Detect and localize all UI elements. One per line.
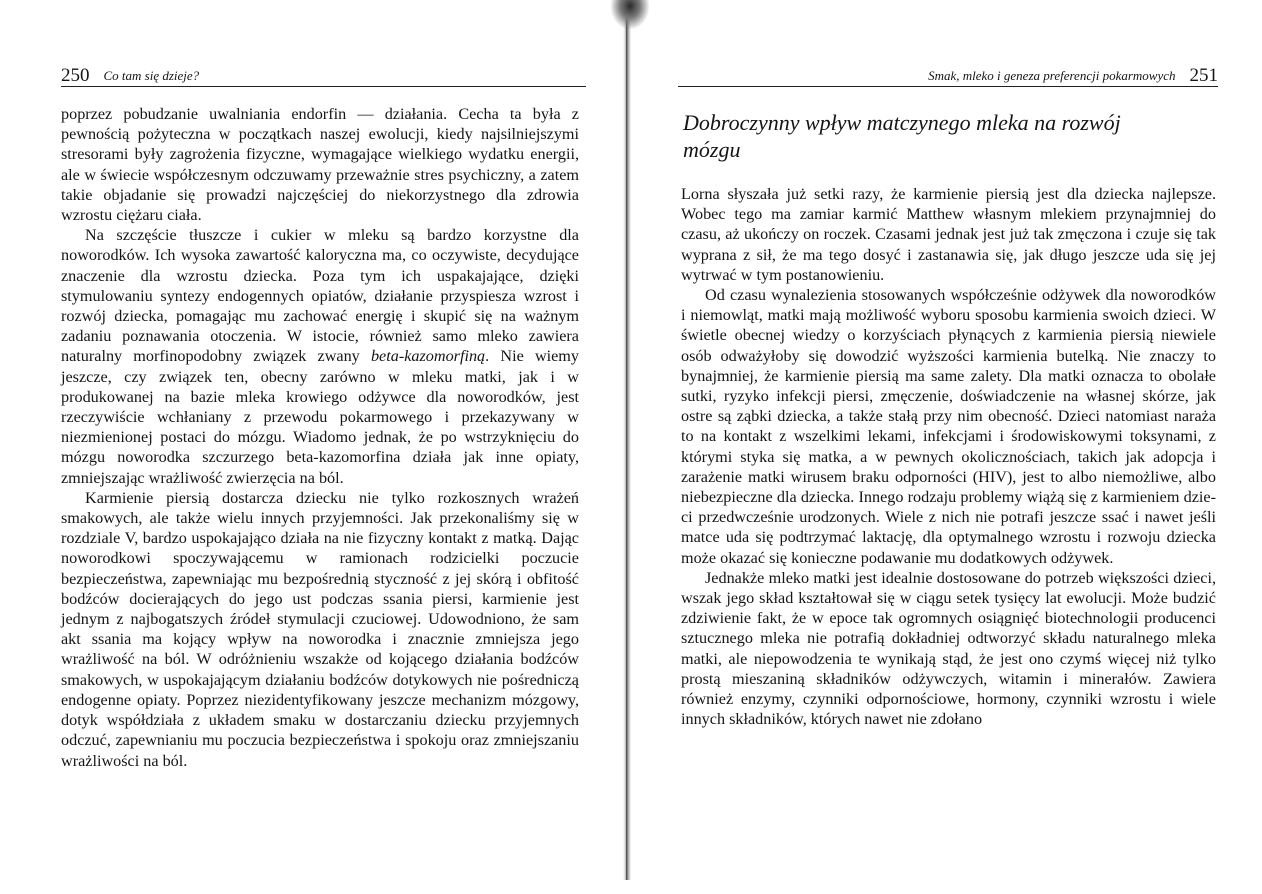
- paragraph: poprzez pobudzanie uwalniania endorfin — działania. Cecha ta była z pewnością pożyteczna w początkach naszej ewolucji, kiedy najsilniejszymi stresorami były zagrożenia fizyczne, wymagające wielkiego wydatku energii, ale w świecie współczesnym odczuwamy przeważnie stres psychiczny, a zatem takie objadanie się prowadzi najczęściej do niekorzystnego dla zdrowia wzrostu ciężaru ciała.: [61, 105, 579, 225]
- right-running-title: Smak, mleko i geneza preferencji pokarmowych: [928, 68, 1176, 83]
- left-running-header: [61, 66, 586, 87]
- left-page-body: [61, 104, 579, 771]
- right-running-header: [678, 66, 1218, 87]
- right-page-number: 251: [1189, 65, 1218, 86]
- section-heading: Dobroczynny wpływ matczynego mleka na rozwój mózgu: [683, 110, 1121, 162]
- paragraph: Od czasu wynalezienia stosowanych współcześnie odżywek dla noworodków i niemowląt, matki mają możliwość wyboru sposobu karmienia swoich dzieci. W świetle obecnej wiedzy o korzyściach płynących z karmienia piersią niewiele osób odważyłoby się dowodzić wyższości karmienia butelką. Nie znaczy to bynajmniej, że karmienie piersią ma same zalety. Dla matki oznacza to obolałe sutki, ryzyko infekcji piersi, zmęczenie, doświadczenie na własnej skórze, jak ostre są ząbki dziecka, a także stałą przy nim obecność. Dzieci natomiast naraża to na kontakt z wszelkimi lekami, infekcjami i środowiskowymi toksynami, z którymi styka się matka, a w pewnych okolicznościach, takich jak adopcja i zarażenie matki wirusem braku odporności (HIV), jest to albo niemożliwe, albo niebezpieczne dla dziecka. Innego rodzaju problemy wiążą się z karmieniem dzieci przedwcześnie urodzonych. Wiele z nich nie potrafi jeszcze ssać i nawet jeśli matce uda się podtrzymać laktację, dla optymalnego wzrostu i rozwoju dziecka może okazać się konieczne podawanie mu dodatkowych odżywek.: [681, 286, 1216, 567]
- right-page-body: [681, 184, 1216, 729]
- right-page: [630, 0, 1262, 894]
- paragraph: Na szczęście tłuszcze i cukier w mleku są bardzo korzystne dla noworodków. Ich wysoka zawartość kaloryczna ma, co oczywiste, decydujące znaczenie dla wzrostu dziecka. Poza tym ich uspakajające, dzięki stymulowaniu syntezy endogennych opiatów, działanie przyspiesza wzrost i rozwój dziecka, pomagając mu zachować energię i skupić się na ważnym zadaniu poznawania otoczenia. W istocie, również samo mleko zawiera naturalny morfinopodobny związek zwany beta-kazomorfiną. Nie wiemy jeszcze, czy związek ten, obecny zarówno w mleku matki, jak i w produkowanej na bazie mleka krowiego odżywce dla noworodków, jest rzeczywiście wchłaniany z przewodu pokarmowego i przekazywany w niezmienionej postaci do mózgu. Wiadomo jednak, że po wstrzyknięciu do mózgu noworodka szczurzego beta-kazomorfina działa jak inne opiaty, zmniejszając wrażliwość zwierzęcia na ból.: [61, 226, 579, 487]
- left-page-number: 250: [61, 65, 90, 86]
- paragraph: Karmienie piersią dostarcza dziecku nie tylko rozkosznych wrażeń smakowych, ale także wielu innych przyjemności. Jak przekonaliśmy się w rozdziale V, bardzo uspokajająco działa na nie fizyczny kontakt z matką. Dając noworodkowi spoczywającemu w ramionach rodzicielki poczucie bezpieczeństwa, zapewniając mu bezpośrednią styczność z jej skórą i obfitość bodźców docierających do jego ust podczas ssania piersi, karmienie jest jednym z najbogatszych źródeł stymulacji czuciowej. Udowodniono, że sam akt ssania ma kojący wpływ na noworodka i znacznie zmniejsza jego wrażliwość na ból. W odróżnieniu wszakże od kojącego działania bodźców smakowych, w uspokajającym działaniu bodźców dotykowych nie pośredniczą endogenne opiaty. Poprzez niezidentyfikowany jeszcze mechanizm mózgowy, dotyk współdziała z układem smaku w dostarczaniu dziecku przyjemnych odczuć, zapewnianiu mu poczucia bezpieczeństwa i spokoju oraz zmniejszaniu wrażliwości na ból.: [61, 488, 579, 770]
- paragraph: Lorna słyszała już setki razy, że karmienie piersią jest dla dziecka najlepsze. Wobec tego ma zamiar karmić Matthew własnym mlekiem przynajmniej do czasu, aż ukończy on roczek. Czasami jednak jest już tak zmęczona i czuje się tak wyprana z sił, że ma tego dosyć i zastanawia się, jak długo jeszcze uda się jej wytrwać w tym postanowieniu.: [681, 185, 1216, 284]
- left-page: [0, 0, 620, 894]
- paragraph: Jednakże mleko matki jest idealnie dostosowane do potrzeb większości dzieci, wszak jego skład kształtował się w ciągu setek tysięcy lat ewolucji. Może budzić zdziwienie fakt, że w epoce tak ogromnych osiągnięć biotechnologii producenci sztucznego mleka nie potrafią dokładniej odtworzyć składu naturalnego mleka matki, ale niepowodzenia te wynikają stąd, że jest ono czymś więcej niż tylko prostą mieszaniną składników odżywczych, witamin i minerałów. Zawiera również enzymy, czynniki odpornościowe, hormony, czynniki wzrostu i wiele innych składników, których nawet nie zdołano: [681, 568, 1216, 729]
- italic-term: beta-kazomorfiną: [370, 347, 486, 366]
- left-running-title: Co tam się dzieje?: [103, 68, 200, 83]
